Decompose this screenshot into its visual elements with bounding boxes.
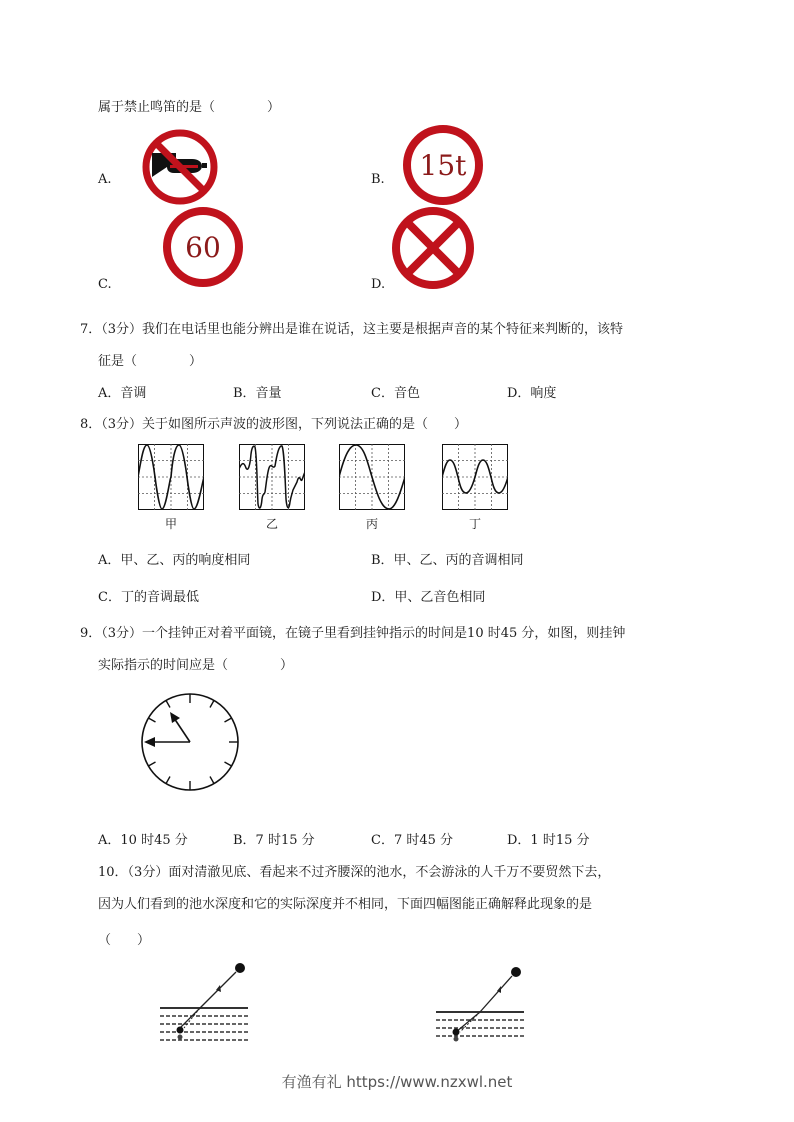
q7-stem-line2: 征是（ ）: [98, 354, 203, 369]
footer-watermark: 有渔有礼 https://www.nzxwl.net: [281, 1073, 513, 1091]
waveform-yi-label: 乙: [266, 517, 279, 531]
q9-option-c: C．7 时45 分: [371, 833, 454, 848]
waveform-jia-label: 甲: [165, 517, 178, 531]
no-horn-sign-icon: [140, 127, 220, 207]
q8-option-b: B．甲、乙、丙的音调相同: [371, 553, 524, 568]
speed-limit-sign-icon: [161, 205, 245, 289]
waveform-ding-figure: [442, 444, 508, 510]
q9-option-b: B．7 时15 分: [233, 833, 315, 848]
weight-limit-sign-icon: [401, 123, 485, 207]
q8-option-a: A．甲、乙、丙的响度相同: [98, 553, 251, 568]
q6-option-c-label: C.: [98, 277, 112, 292]
no-stopping-sign-icon: [390, 205, 476, 291]
q7-option-c: C．音色: [371, 386, 420, 401]
q8-stem: 8．（3分）关于如图所示声波的波形图，下列说法正确的是（ ）: [80, 417, 468, 432]
q10-stem-line3: （ ）: [98, 933, 151, 948]
q6-option-a-label: A.: [98, 172, 112, 187]
svg-text:60: 60: [185, 231, 221, 264]
q7-stem-line1: 7．（3分）我们在电话里也能分辨出是谁在说话，这主要是根据声音的某个特征来判断的，该特: [80, 322, 624, 337]
q6-option-b-label: B.: [371, 172, 385, 187]
q9-stem-line1: 9．（3分）一个挂钟正对着平面镜，在镜子里看到挂钟指示的时间是10 时45 分，如图，则挂钟: [80, 626, 626, 641]
refraction-diagram-a-icon: [160, 958, 252, 1044]
q6-option-d-label: D.: [371, 277, 386, 292]
waveform-yi-figure: [239, 444, 305, 510]
q10-stem-line2: 因为人们看到的池水深度和它的实际深度并不相同，下面四幅图能正确解释此现象的是: [98, 897, 593, 912]
q7-option-a: A．音调: [98, 386, 147, 401]
q8-option-d: D．甲、乙音色相同: [371, 590, 486, 605]
waveform-bing-figure: [339, 444, 405, 510]
q10-stem-line1: 10．（3分）面对清澈见底、看起来不过齐腰深的池水，不会游泳的人千万不要贸然下去，: [98, 865, 611, 880]
q9-option-d: D．1 时15 分: [507, 833, 590, 848]
q7-option-b: B．音量: [233, 386, 282, 401]
clock-figure-icon: [139, 691, 241, 793]
q9-option-a: A．10 时45 分: [98, 833, 188, 848]
refraction-diagram-b-icon: [436, 962, 528, 1044]
q6-stem: 属于禁止鸣笛的是（ ）: [98, 100, 281, 115]
q9-stem-line2: 实际指示的时间应是（ ）: [98, 658, 294, 673]
q7-option-d: D．响度: [507, 386, 557, 401]
waveform-bing-label: 丙: [366, 517, 379, 531]
waveform-ding-label: 丁: [469, 517, 482, 531]
waveform-jia-figure: [138, 444, 204, 510]
svg-text:15t: 15t: [419, 149, 467, 182]
q8-option-c: C．丁的音调最低: [98, 590, 199, 605]
